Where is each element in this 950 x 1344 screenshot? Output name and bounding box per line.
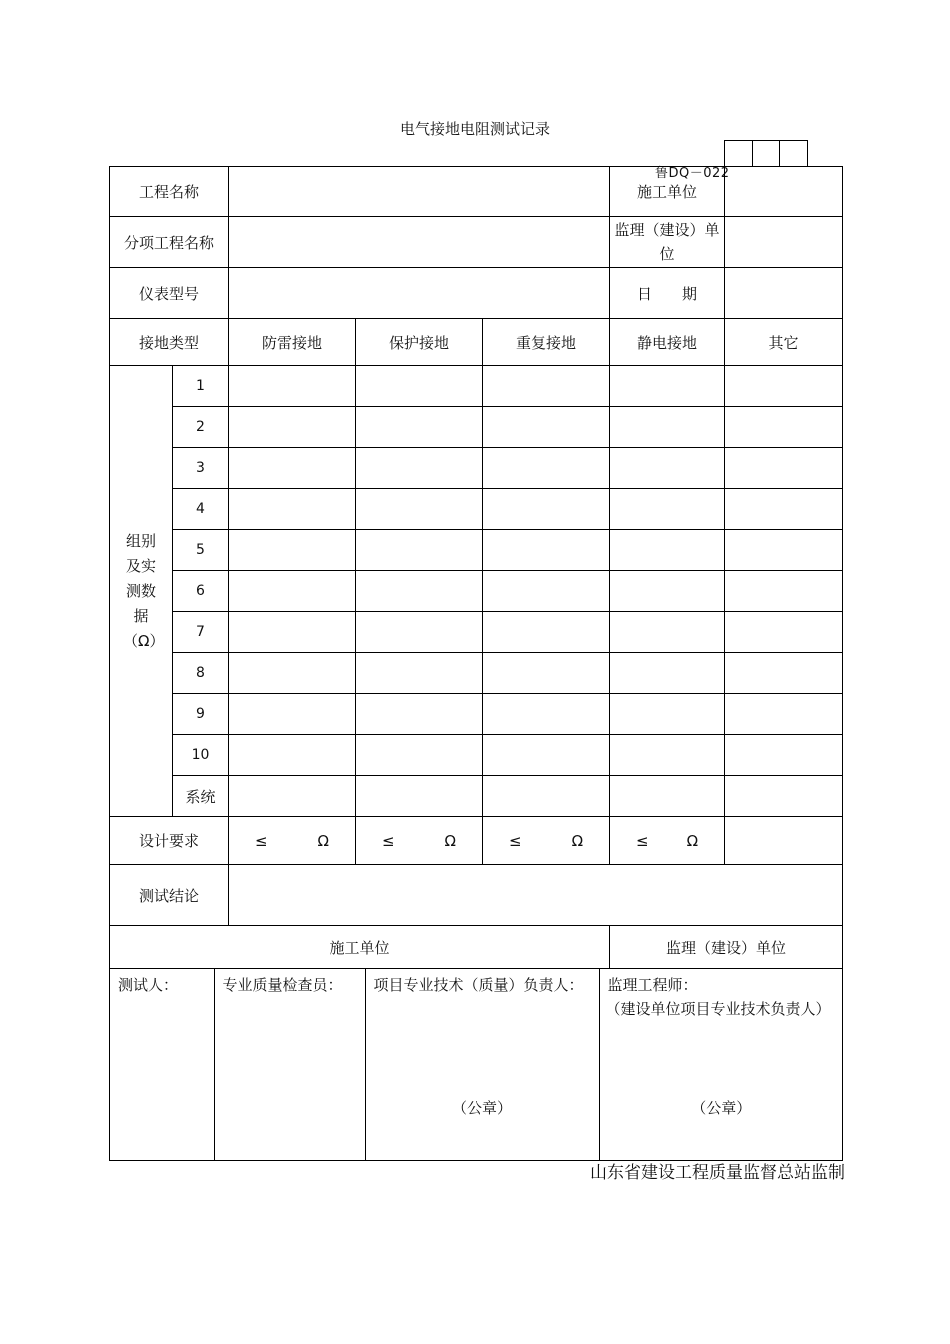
data-cell[interactable] xyxy=(725,612,843,653)
le-sign: ≤ xyxy=(255,831,268,850)
design-req-electrostatic[interactable] xyxy=(610,817,725,865)
data-cell[interactable] xyxy=(610,571,725,612)
data-cell[interactable] xyxy=(483,489,610,530)
data-cell[interactable] xyxy=(483,571,610,612)
tech-lead-label: 项目专业技术（质量）负责人： xyxy=(373,976,584,994)
data-cell[interactable] xyxy=(356,489,483,530)
supervision-unit-field[interactable] xyxy=(725,217,843,268)
data-cell[interactable] xyxy=(725,571,843,612)
data-cell[interactable] xyxy=(610,489,725,530)
data-cell[interactable] xyxy=(725,735,843,776)
ohm-unit: Ω xyxy=(686,831,699,850)
tech-lead-sign-cell[interactable] xyxy=(365,969,599,1160)
data-cell[interactable] xyxy=(356,571,483,612)
ohm-unit: Ω xyxy=(444,831,457,850)
data-cell[interactable] xyxy=(483,448,610,489)
data-cell[interactable] xyxy=(610,776,725,817)
test-conclusion-label: 测试结论 xyxy=(110,865,229,926)
ohm-unit: Ω xyxy=(317,831,330,850)
sign-construction-unit-header: 施工单位 xyxy=(110,926,610,969)
data-cell[interactable] xyxy=(356,366,483,407)
group-row-number: 10 xyxy=(173,735,229,776)
construction-seal: （公章） xyxy=(451,1099,512,1117)
design-req-other[interactable] xyxy=(725,817,843,865)
document-title: 电气接地电阻测试记录 xyxy=(399,120,550,138)
data-cell[interactable] xyxy=(229,735,356,776)
supervision-engineer-sign-cell[interactable] xyxy=(599,969,843,1160)
data-cell[interactable] xyxy=(483,735,610,776)
data-cell[interactable] xyxy=(725,776,843,817)
supervision-engineer-note: （建设单位项目专业技术负责人） xyxy=(605,1000,831,1018)
design-req-lightning[interactable] xyxy=(229,817,356,865)
group-row-number: 1 xyxy=(173,366,229,407)
data-cell[interactable] xyxy=(610,694,725,735)
data-cell[interactable] xyxy=(229,571,356,612)
le-sign: ≤ xyxy=(636,831,649,850)
supervision-unit-label: 监理（建设）单位 xyxy=(610,217,725,268)
col-lightning-grounding: 防雷接地 xyxy=(229,319,356,366)
project-name-label: 工程名称 xyxy=(110,167,229,217)
data-cell[interactable] xyxy=(356,530,483,571)
quality-inspector-sign-cell[interactable] xyxy=(214,969,365,1160)
data-cell[interactable] xyxy=(610,366,725,407)
data-cell[interactable] xyxy=(356,612,483,653)
serial-number-boxes[interactable] xyxy=(724,140,808,166)
data-cell[interactable] xyxy=(610,735,725,776)
data-cell[interactable] xyxy=(725,366,843,407)
data-cell[interactable] xyxy=(725,694,843,735)
group-row-system: 系统 xyxy=(173,776,229,817)
grounding-type-label: 接地类型 xyxy=(110,319,229,366)
data-cell[interactable] xyxy=(483,366,610,407)
data-cell[interactable] xyxy=(229,366,356,407)
data-cell[interactable] xyxy=(229,612,356,653)
data-cell[interactable] xyxy=(356,694,483,735)
tester-label: 测试人： xyxy=(118,976,179,994)
col-repeated-grounding: 重复接地 xyxy=(483,319,610,366)
data-cell[interactable] xyxy=(483,612,610,653)
supervision-seal: （公章） xyxy=(691,1099,752,1117)
project-name-field[interactable] xyxy=(229,167,610,217)
data-cell[interactable] xyxy=(229,407,356,448)
sign-supervision-unit-header: 监理（建设）单位 xyxy=(610,926,843,969)
data-cell[interactable] xyxy=(483,776,610,817)
group-row-number: 2 xyxy=(173,407,229,448)
col-other: 其它 xyxy=(725,319,843,366)
col-protective-grounding: 保护接地 xyxy=(356,319,483,366)
sub-project-name-field[interactable] xyxy=(229,217,610,268)
data-cell[interactable] xyxy=(229,530,356,571)
signature-table xyxy=(110,969,843,1160)
design-req-repeated[interactable] xyxy=(483,817,610,865)
data-cell[interactable] xyxy=(356,407,483,448)
test-conclusion-field[interactable] xyxy=(229,865,843,926)
data-cell[interactable] xyxy=(356,653,483,694)
data-cell[interactable] xyxy=(725,448,843,489)
ground-resistance-table xyxy=(109,166,843,1161)
le-sign: ≤ xyxy=(509,831,522,850)
data-cell[interactable] xyxy=(229,653,356,694)
design-requirement-label: 设计要求 xyxy=(110,817,229,865)
design-req-protective[interactable] xyxy=(356,817,483,865)
data-cell[interactable] xyxy=(610,653,725,694)
group-row-number: 5 xyxy=(173,530,229,571)
data-cell[interactable] xyxy=(725,489,843,530)
data-cell[interactable] xyxy=(610,407,725,448)
footer-issuer: 山东省建设工程质量监督总站监制 xyxy=(590,1163,845,1183)
data-cell[interactable] xyxy=(356,776,483,817)
data-cell[interactable] xyxy=(356,448,483,489)
date-field[interactable] xyxy=(725,268,843,319)
data-cell[interactable] xyxy=(725,653,843,694)
date-label: 日 期 xyxy=(610,268,725,319)
construction-unit-field[interactable] xyxy=(725,167,843,217)
col-electrostatic-grounding: 静电接地 xyxy=(610,319,725,366)
group-row-number: 3 xyxy=(173,448,229,489)
instrument-model-field[interactable] xyxy=(229,268,610,319)
data-cell[interactable] xyxy=(725,407,843,448)
data-cell[interactable] xyxy=(725,530,843,571)
data-cell[interactable] xyxy=(483,407,610,448)
data-cell[interactable] xyxy=(483,653,610,694)
data-cell[interactable] xyxy=(610,612,725,653)
data-cell[interactable] xyxy=(610,448,725,489)
group-row-number: 4 xyxy=(173,489,229,530)
sub-project-name-label: 分项工程名称 xyxy=(110,217,229,268)
tester-sign-cell[interactable] xyxy=(110,969,214,1160)
le-sign: ≤ xyxy=(382,831,395,850)
group-row-number: 8 xyxy=(173,653,229,694)
group-row-number: 9 xyxy=(173,694,229,735)
group-row-number: 7 xyxy=(173,612,229,653)
ohm-unit: Ω xyxy=(571,831,584,850)
data-cell[interactable] xyxy=(229,448,356,489)
data-cell[interactable] xyxy=(483,694,610,735)
quality-inspector-label: 专业质量检查员： xyxy=(222,976,343,994)
group-measured-data-label: 组别及实测数据（Ω） xyxy=(110,366,173,817)
data-cell[interactable] xyxy=(610,530,725,571)
form-code: 鲁DQ－022 xyxy=(655,166,730,181)
group-row-number: 6 xyxy=(173,571,229,612)
instrument-model-label: 仪表型号 xyxy=(110,268,229,319)
supervision-engineer-label: 监理工程师： xyxy=(607,976,698,994)
construction-unit-label: 施工单位 xyxy=(610,167,725,217)
data-cell[interactable] xyxy=(229,694,356,735)
data-cell[interactable] xyxy=(356,735,483,776)
data-cell[interactable] xyxy=(229,776,356,817)
data-cell[interactable] xyxy=(229,489,356,530)
signature-row xyxy=(110,969,843,1161)
data-cell[interactable] xyxy=(483,530,610,571)
